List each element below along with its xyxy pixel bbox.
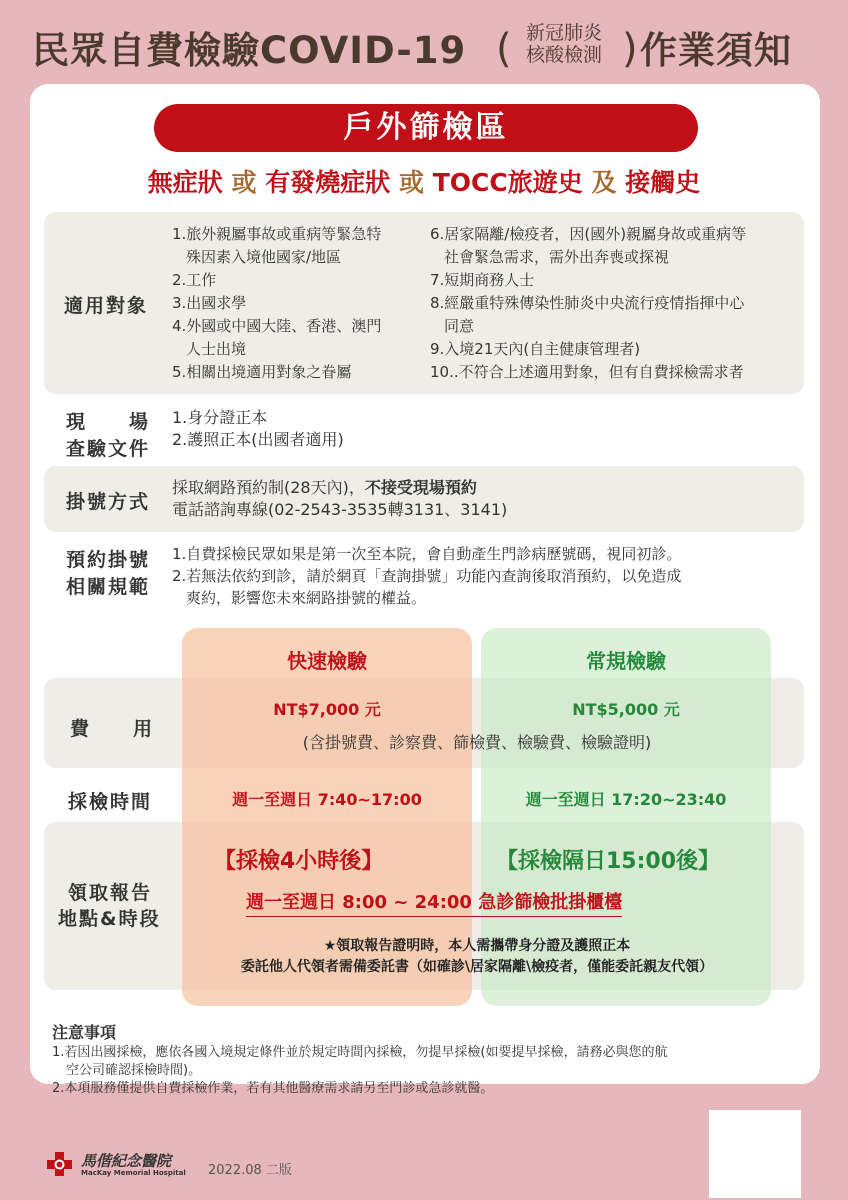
list-item: 1.若因出國採檢，應依各國入境規定條件並於規定時間內採檢，勿提早採檢(如要提早採檢，請務必與您的航 — [52, 1045, 668, 1060]
rules-label-2: 相關規範 — [66, 576, 151, 598]
version-label: 2022.08 二版 — [208, 1163, 292, 1178]
list-item: 3.出國求學 — [172, 294, 247, 312]
registration-line1a: 採取網路預約制(28天內)， — [172, 478, 365, 497]
list-item: 空公司確認採檢時間)。 — [66, 1063, 202, 1078]
hospital-name: 馬偕紀念醫院 — [81, 1152, 172, 1170]
stamp-box — [708, 1109, 802, 1199]
rapid-test-heading: 快速檢驗 — [287, 649, 367, 673]
criteria-2: 有發燒症狀 — [265, 168, 391, 197]
hospital-cross-icon — [45, 1150, 79, 1178]
list-item: 10..不符合上述適用對象，但有自費採檢需求者 — [430, 363, 744, 381]
list-item: 7.短期商務人士 — [430, 271, 535, 289]
criteria-4: 接觸史 — [625, 168, 701, 197]
criteria-or-1: 或 — [231, 168, 257, 197]
list-item: 2.護照正本(出國者適用) — [172, 430, 344, 449]
regular-fee: NT$5,000 元 — [572, 700, 680, 719]
report-pickup-location: 週一至週日 8:00 ~ 24:00 急診篩檢批掛櫃檯 — [246, 888, 622, 917]
page-title: 民眾自費檢驗COVID-19 — [32, 29, 467, 72]
list-item: 社會緊急需求，需外出奔喪或探視 — [444, 248, 670, 266]
registration-label: 掛號方式 — [66, 491, 151, 513]
regular-sampling-time: 週一至週日 17:20~23:40 — [525, 790, 727, 809]
fee-label: 費 用 — [70, 718, 155, 740]
target-criteria — [40, 163, 808, 199]
list-item: 8.經嚴重特殊傳染性肺炎中央流行疫情指揮中心 — [430, 294, 745, 312]
eligibility-list-left — [172, 223, 381, 384]
hospital-name-en: MacKay Memorial Hospital — [81, 1169, 186, 1177]
list-item: 爽約，影響您未來網路掛號的權益。 — [186, 589, 427, 607]
title-paren-line2: 核酸檢測 — [525, 44, 602, 66]
registration-line1b: 不接受現場預約 — [364, 478, 477, 497]
fee-note: (含掛號費、診察費、篩檢費、檢驗費、檢驗證明) — [302, 733, 652, 752]
criteria-3: TOCC旅遊史 — [432, 168, 583, 197]
list-item: 2.工作 — [172, 271, 217, 289]
title-subtitle-stack — [504, 22, 624, 66]
documents-label-1: 現 場 — [66, 411, 151, 433]
criteria-1: 無症狀 — [147, 168, 223, 197]
list-item: 1.身分證正本 — [172, 408, 268, 427]
eligibility-list-right — [430, 223, 746, 384]
list-item: 1.旅外親屬事故或重病等緊急特 — [172, 225, 382, 243]
criteria-and: 及 — [591, 168, 617, 197]
list-item: 2.本項服務僅提供自費採檢作業，若有其他醫療需求請另至門診或急診就醫。 — [52, 1081, 494, 1096]
list-item: 2.若無法依約到診，請於網頁「查詢掛號」功能內查詢後取消預約，以免造成 — [172, 567, 682, 585]
report-note-2: 委託他人代領者需備委託書（如確診\居家隔離\檢疫者，僅能委託親友代領） — [240, 959, 714, 975]
notice-heading: 注意事項 — [52, 1023, 117, 1042]
report-label-1: 領取報告 — [68, 882, 153, 904]
section-banner: 戶外篩檢區 — [154, 104, 698, 152]
registration-text — [172, 477, 507, 521]
hospital-logo — [45, 1150, 205, 1178]
list-item: 殊因素入境他國家/地區 — [186, 248, 342, 266]
paren-open: ( — [496, 26, 512, 72]
list-item: 同意 — [444, 317, 475, 335]
regular-report-time: 【採檢隔日15:00後】 — [496, 849, 721, 874]
paren-close: ) — [622, 26, 638, 72]
list-item: 人士出境 — [186, 340, 247, 358]
rules-list — [172, 543, 681, 609]
sampling-time-label: 採檢時間 — [68, 791, 153, 813]
rules-label-1: 預約掛號 — [66, 549, 151, 571]
list-item: 4.外國或中國大陸、香港、澳門 — [172, 317, 382, 335]
report-label-2: 地點&時段 — [58, 908, 161, 930]
eligibility-label: 適用對象 — [64, 295, 149, 317]
list-item: 5.相關出境適用對象之眷屬 — [172, 363, 352, 381]
page-title-end: 作業須知 — [640, 29, 792, 72]
title-paren-line1: 新冠肺炎 — [525, 22, 602, 44]
rapid-sampling-time: 週一至週日 7:40~17:00 — [232, 790, 422, 809]
rapid-report-time: 【採檢4小時後】 — [214, 849, 384, 874]
documents-list — [172, 407, 344, 451]
rapid-fee: NT$7,000 元 — [273, 700, 381, 719]
regular-test-heading: 常規檢驗 — [586, 649, 666, 673]
registration-line2: 電話諮詢專線(02-2543-3535轉3131、3141) — [172, 500, 508, 519]
criteria-or-2: 或 — [398, 168, 424, 197]
list-item: 6.居家隔離/檢疫者，因(國外)親屬身故或重病等 — [430, 225, 747, 243]
report-note-1: ★領取報告證明時，本人需攜帶身分證及護照正本 — [323, 938, 631, 954]
page-header — [0, 12, 848, 78]
notice-section — [52, 1024, 812, 1098]
list-item: 9.入境21天內(自主健康管理者) — [430, 340, 641, 358]
documents-label-2: 查驗文件 — [66, 438, 151, 460]
list-item: 1.自費採檢民眾如果是第一次至本院，會自動產生門診病歷號碼，視同初診。 — [172, 545, 682, 563]
